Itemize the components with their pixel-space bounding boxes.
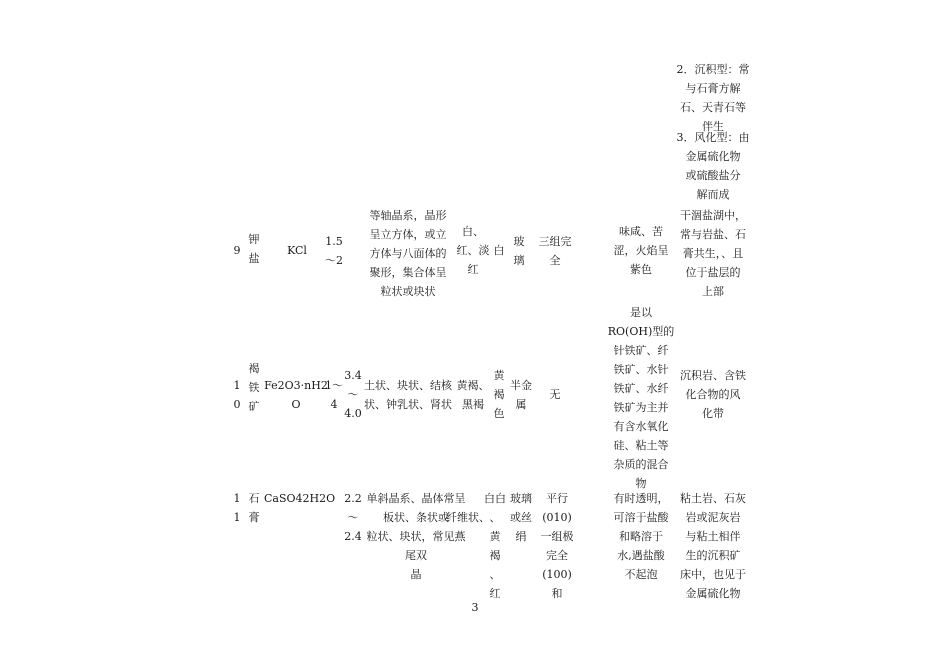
chemical-formula: KCl	[287, 244, 307, 257]
luster: 玻 璃	[513, 235, 525, 267]
identifying-features: 有时透明， 可溶于盐酸 和略溶于 水,遇盐酸 不起泡	[613, 492, 669, 581]
mineral-color: 黄褐、 黑褐	[456, 379, 490, 411]
row-number: 9	[233, 244, 241, 257]
mineral-color: 白白 、 黄 褐 、 红	[484, 492, 506, 600]
mineral-color: 白、 红、淡 红	[456, 225, 490, 276]
hardness-value: 1.5 ～2	[325, 235, 343, 267]
cleavage: 三组完 全	[538, 235, 572, 267]
crystal-habit-continued: 纤维状、	[446, 511, 490, 524]
row-number: 1 0	[233, 379, 241, 411]
identifying-features: 是以 RO(OH)型的 针铁矿、纤 铁矿、水针 铁矿、水纤 铁矿为主并 有含水氧化 硅、粘土等 杂质的混合 物	[607, 306, 675, 490]
specific-gravity: 2.2 ～ 2.4	[344, 492, 362, 543]
crystal-habit: 土状、块状、结核 状、钟乳状、肾状	[364, 379, 452, 411]
cleavage: 无	[549, 388, 561, 401]
crystal-habit: 单斜晶系、晶体常呈 板状、条状或 粒状、块状，常见燕尾双 晶	[366, 492, 466, 581]
cleavage: 平行 (010) 一组极 完全 (100) 和	[540, 492, 574, 600]
specific-gravity: 3.4 ～ 4.0	[344, 369, 362, 420]
occurrence-fragment-weathering: 3．风化型：由 金属硫化物 或硫酸盐分 解而成	[676, 131, 750, 201]
occurrence-fragment-sedimentary: 2．沉积型：常 与石膏方解 石、天青石等 伴生	[676, 63, 750, 133]
mineral-name: 石 膏	[248, 492, 260, 524]
identifying-features: 味咸、苦 涩，火焰呈 紫色	[613, 225, 669, 276]
luster: 玻璃 或丝 绢	[510, 492, 532, 543]
mineral-name: 钾 盐	[248, 233, 260, 265]
hardness-value: 1～ 4	[325, 379, 343, 411]
row-number: 1 1	[233, 492, 241, 524]
luster: 半金 属	[510, 379, 532, 411]
page-number: 3	[471, 601, 479, 614]
streak-color: 黄 褐 色	[493, 369, 505, 420]
occurrence: 粘土岩、石灰 岩或泥灰岩 与粘土相伴 生的沉积矿 床中，也见于 金属硫化物	[680, 492, 746, 600]
occurrence: 干涸盐湖中， 常与岩盐、石 膏共生，、且 位于盐层的 上部	[680, 209, 746, 298]
occurrence: 沉积岩、含铁 化合物的风 化带	[680, 369, 746, 420]
mineral-name: 褐 铁 矿	[248, 362, 260, 413]
streak-color: 白	[493, 244, 505, 257]
chemical-formula: Fe2O3·nH2 O	[264, 379, 328, 411]
chemical-formula: CaSO42H2O	[264, 492, 336, 505]
crystal-habit: 等轴晶系，晶形 呈立方体，或立 方体与八面体的 聚形，集合体呈 粒状或块状	[369, 209, 447, 298]
